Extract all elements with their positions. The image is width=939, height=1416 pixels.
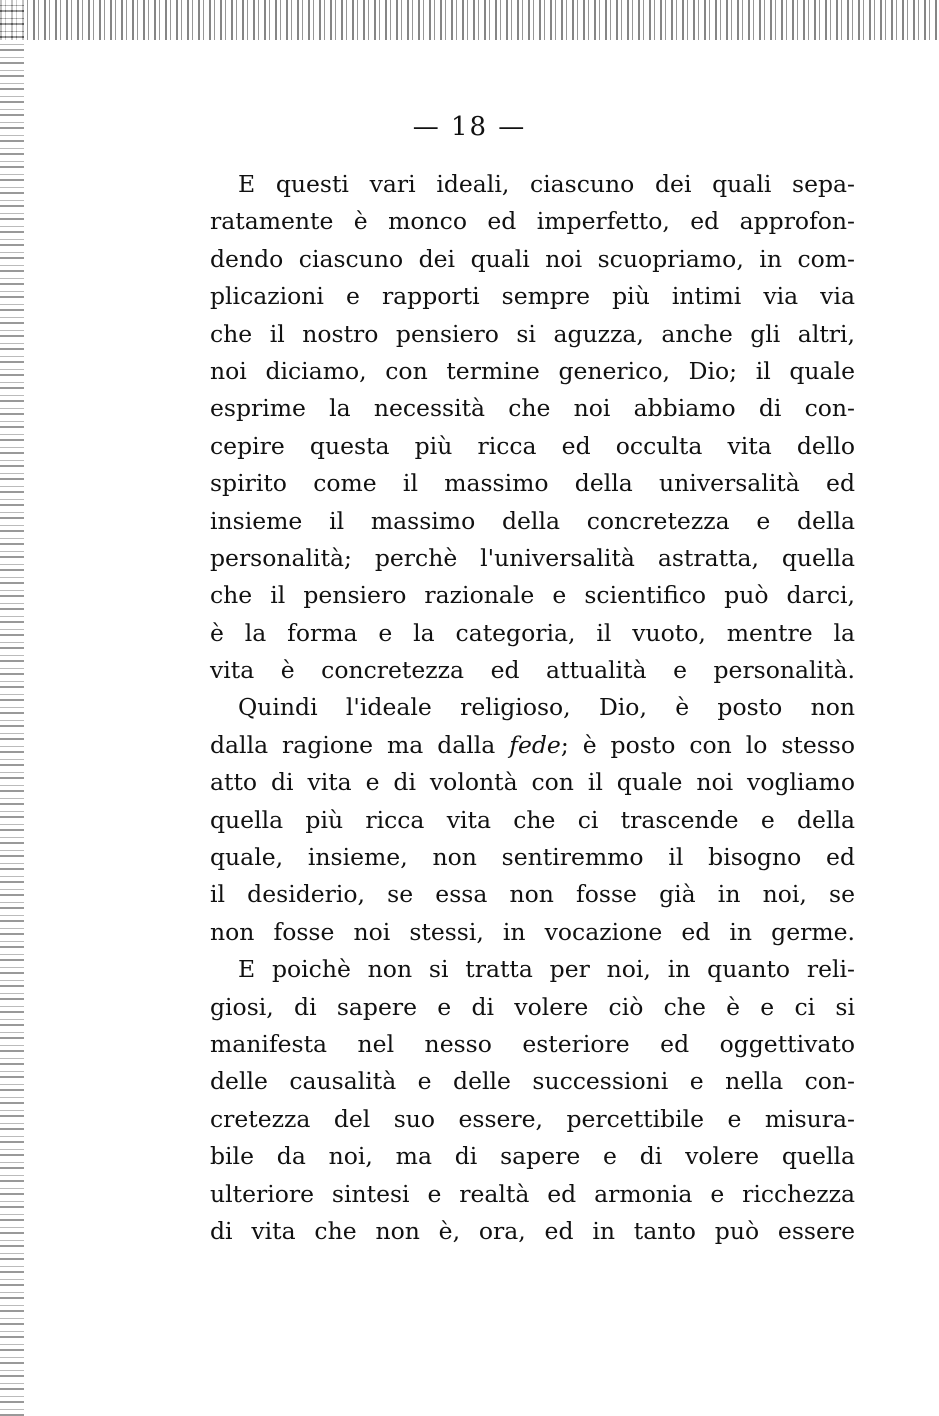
- text-line: delle causalità e delle successioni e nella con-: [210, 1067, 855, 1096]
- text-line: noi diciamo, con termine generico, Dio; il quale: [210, 356, 855, 385]
- text-line: bile da noi, ma di sapere e di volere quella: [210, 1142, 855, 1171]
- text-line: ulteriore sintesi e realtà ed armonia e ricchezza: [210, 1179, 855, 1208]
- text-line: cretezza del suo essere, percettibile e misura-: [210, 1104, 855, 1133]
- text-line: quale, insieme, non sentiremmo il bisogno ed: [210, 843, 855, 872]
- text-line: spirito come il massimo della universalità ed: [210, 469, 855, 498]
- italic-word: fede: [509, 730, 561, 759]
- text-line: è la forma e la categoria, il vuoto, mentre la: [210, 618, 855, 647]
- paragraph-2: [210, 689, 855, 951]
- text-line: ratamente è monco ed imperfetto, ed approfon-: [210, 207, 855, 236]
- page-number: — 18 —: [412, 112, 527, 142]
- scan-noise-top: [0, 0, 939, 40]
- text-line: non fosse noi stessi, in vocazione ed in germe.: [210, 917, 855, 946]
- text-line: dendo ciascuno dei quali noi scuopriamo, in com-: [210, 244, 855, 273]
- text-line: quella più ricca vita che ci trascende e della: [210, 805, 855, 834]
- text-line-with-italic: [210, 727, 855, 764]
- text-line: che il nostro pensiero si aguzza, anche gli altri,: [210, 319, 855, 348]
- text-line: insieme il massimo della concretezza e della: [210, 506, 855, 535]
- text-line: E poichè non si tratta per noi, in quanto reli-: [238, 955, 855, 984]
- text-fragment: dalla ragione ma dalla: [210, 730, 496, 759]
- text-line: manifesta nel nesso esteriore ed oggettivato: [210, 1029, 855, 1058]
- text-line: vita è concretezza ed attualità e personalità.: [210, 656, 855, 685]
- text-line: che il pensiero razionale e scientifico può darci,: [210, 581, 855, 610]
- text-line: il desiderio, se essa non fosse già in noi, se: [210, 880, 855, 909]
- text-line: esprime la necessità che noi abbiamo di con-: [210, 394, 855, 423]
- paragraph-1: [210, 166, 855, 689]
- body-text: [210, 166, 855, 1250]
- text-line: di vita che non è, ora, ed in tanto può essere: [210, 1216, 855, 1245]
- text-line: plicazioni e rapporti sempre più intimi via via: [210, 282, 855, 311]
- paragraph-3: [210, 951, 855, 1250]
- text-fragment: ; è posto con lo stesso: [560, 730, 855, 759]
- text-line: giosi, di sapere e di volere ciò che è e ci si: [210, 992, 855, 1021]
- text-line: Quindi l'ideale religioso, Dio, è posto non: [238, 693, 855, 722]
- scan-binding-edge: [0, 0, 24, 1416]
- text-line: cepire questa più ricca ed occulta vita dello: [210, 431, 855, 460]
- text-line: E questi vari ideali, ciascuno dei quali sepa-: [238, 170, 855, 198]
- text-line: personalità; perchè l'universalità astratta, quella: [210, 543, 855, 572]
- text-line: atto di vita e di volontà con il quale noi vogliamo: [210, 768, 855, 797]
